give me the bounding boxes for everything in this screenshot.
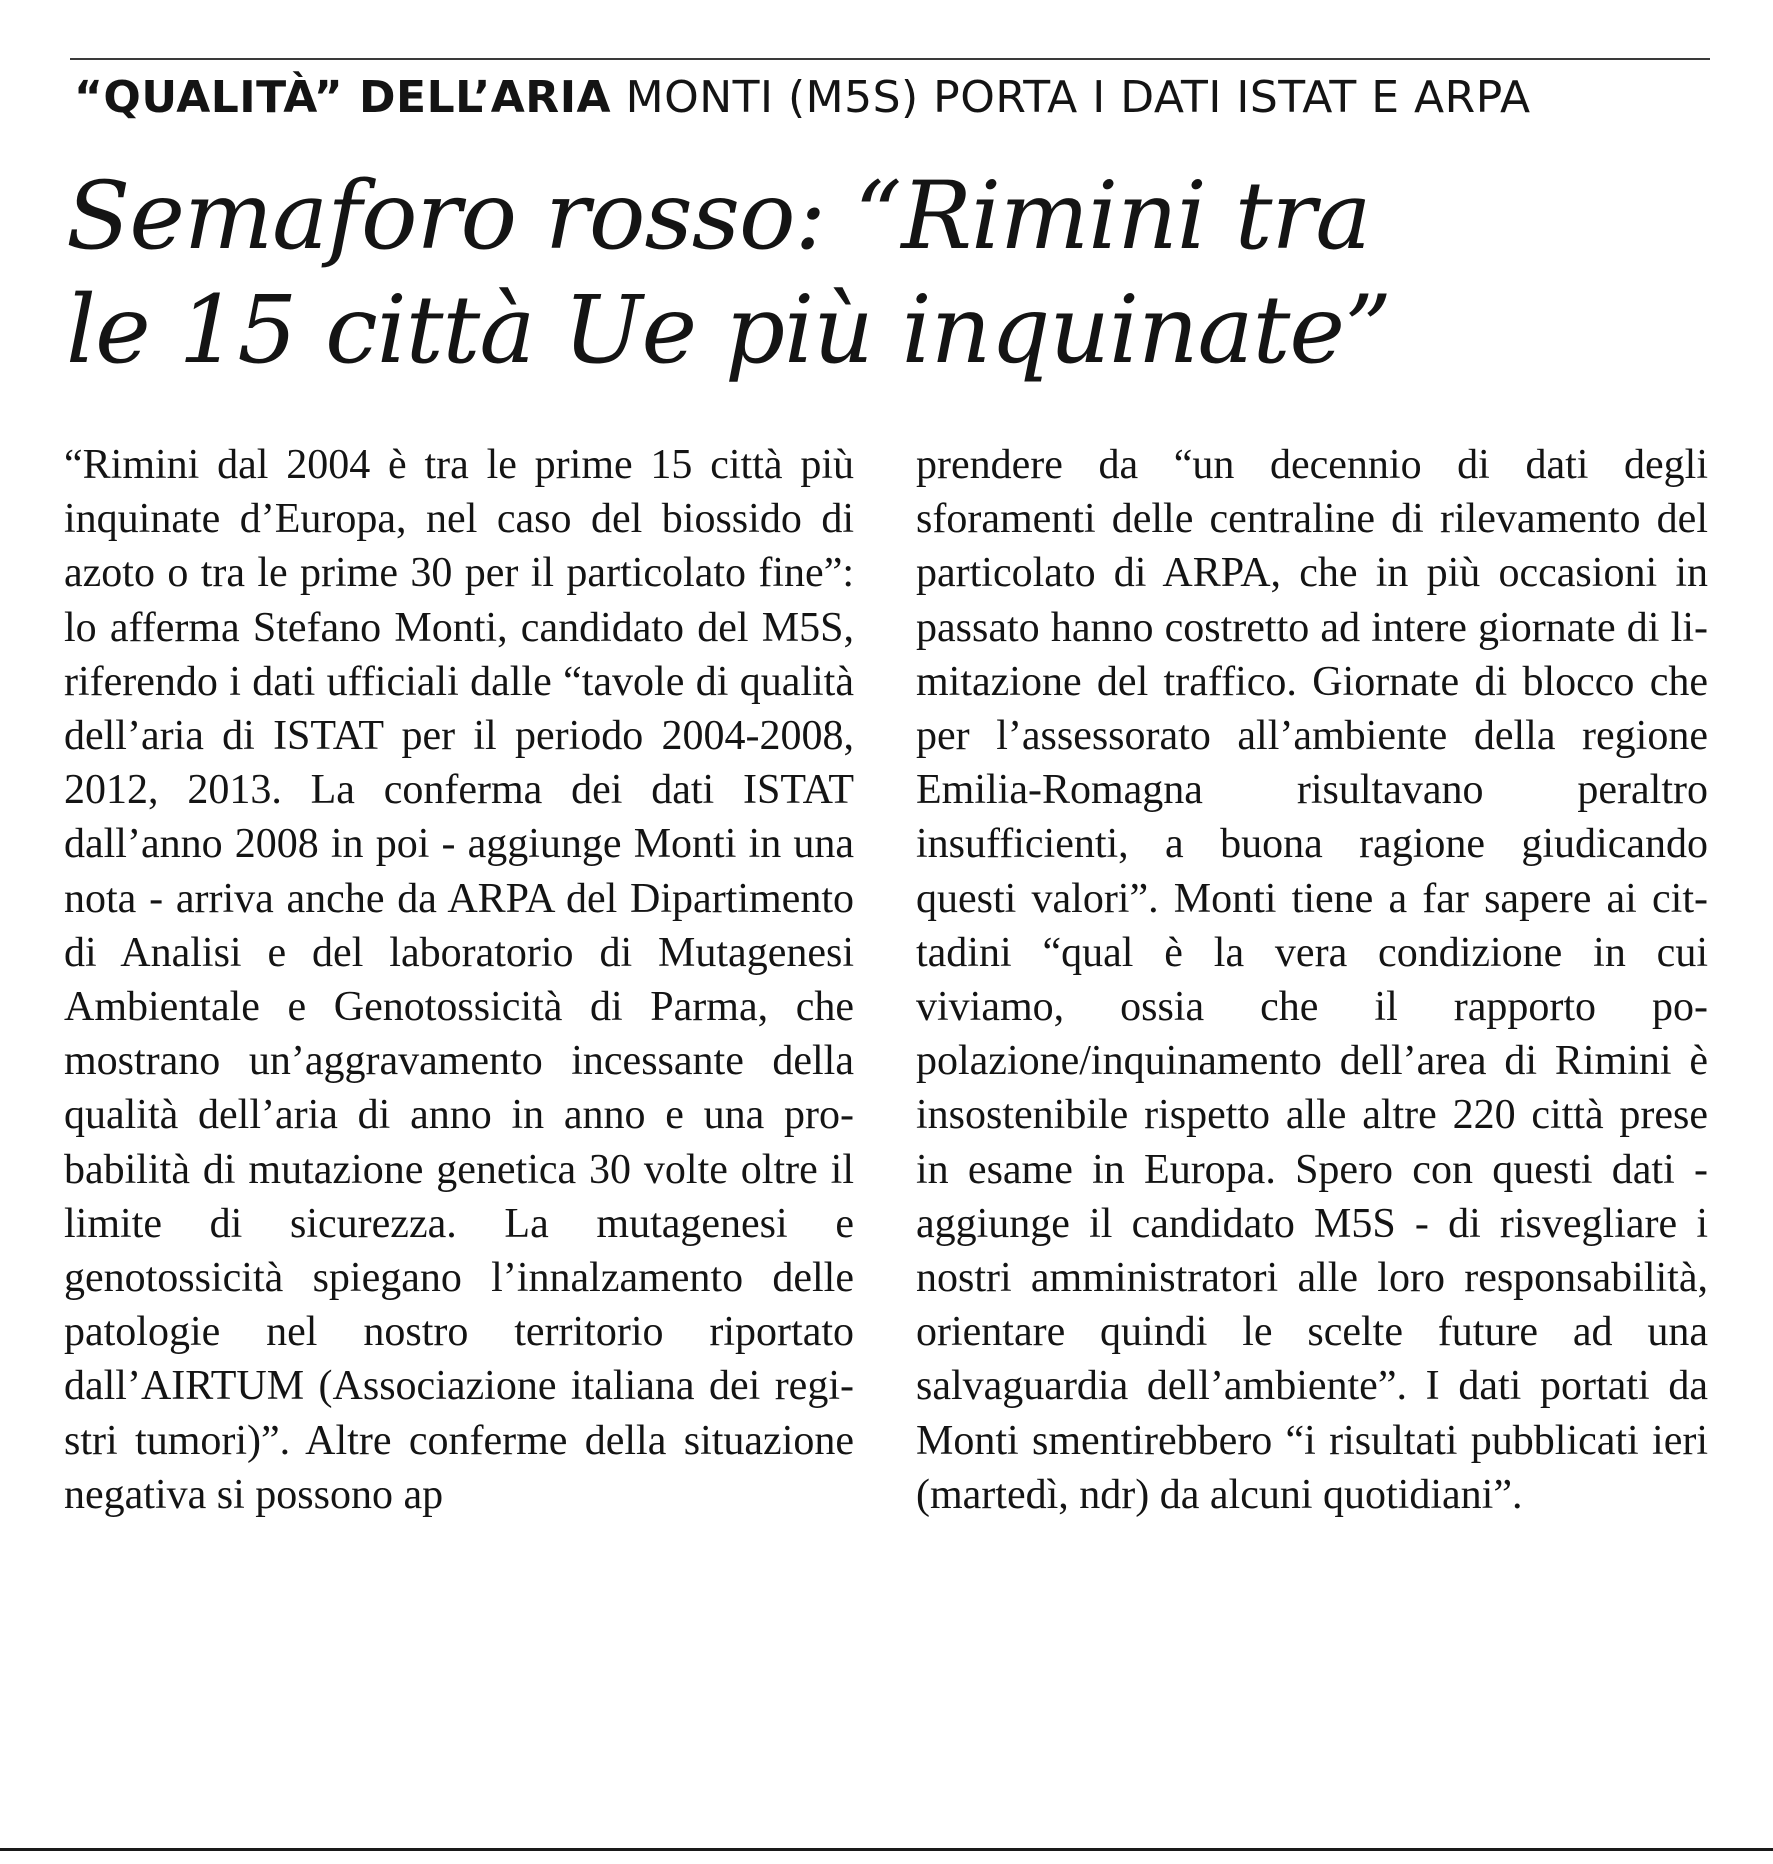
- kicker-subtitle: MONTI (M5S) PORTA I DATI ISTAT E ARPA: [625, 72, 1531, 123]
- article-column-left: [64, 438, 854, 1522]
- article-text-left: “Rimini dal 2004 è tra le prime 15 città più inquinate d’Europa, nel caso del biossido di azoto o tra le prime 30 per il particolato fine”: lo afferma Stefano Monti, candidato del M5S, riferendo i dati ufficiali dalle “tavole di qualità dell’aria di ISTAT per il periodo 2004-2008, 2012, 2013. La conferma dei dati ISTAT dall’anno 2008 in poi - aggiunge Monti in una nota - arriva anche da ARPA del Dipartimento di Analisi e del laboratorio di Mutagenesi Ambientale e Genotossicità di Parma, che mostrano un’aggravamento incessante della qualità dell’aria di anno in anno e una probabilità di mutazione genetica 30 volte oltre il limite di sicurezza. La mutagenesi e genotossicità spiegano l’innalzamento delle patologie nel nostro territorio riportato dall’AIRTUM (Associazione italiana dei registri tumori)”. Altre conferme della situazione negativa si possono ap: [64, 442, 854, 1518]
- article-column-right: [916, 438, 1708, 1522]
- top-divider: [70, 58, 1710, 60]
- headline-line-1: Semaforo rosso: “Rimini tra: [66, 162, 1371, 271]
- headline: [66, 160, 1726, 388]
- kicker-topic: “QUALITÀ” DELL’ARIA: [74, 72, 612, 123]
- article-text-right: prendere da “un decennio di dati degli sforamenti delle centraline di rilevamento del particolato di ARPA, che in più occasioni in passato hanno costretto ad intere giornate di limitazione del traffico. Giornate di blocco che per l’assessorato all’ambiente della regione Emilia-Romagna risultavano peraltro insufficienti, a buona ragione giudicando questi valori”. Monti tiene a far sapere ai cittadini “qual è la vera condizione in cui viviamo, ossia che il rapporto popolazione/inquinamento dell’area di Rimini è insostenibile rispetto alle altre 220 città prese in esame in Europa. Spero con questi dati - aggiunge il candidato M5S - di risvegliare i nostri amministratori alle loro responsabilità, orientare quindi le scelte future ad una salvaguardia dell’ambiente”. I dati portati da Monti smentirebbero “i risultati pubblicati ieri (martedì, ndr) da alcuni quotidiani”.: [916, 442, 1708, 1518]
- bottom-edge: [0, 1848, 1773, 1851]
- headline-line-2: le 15 città Ue più inquinate”: [66, 276, 1392, 385]
- kicker: [74, 68, 1734, 128]
